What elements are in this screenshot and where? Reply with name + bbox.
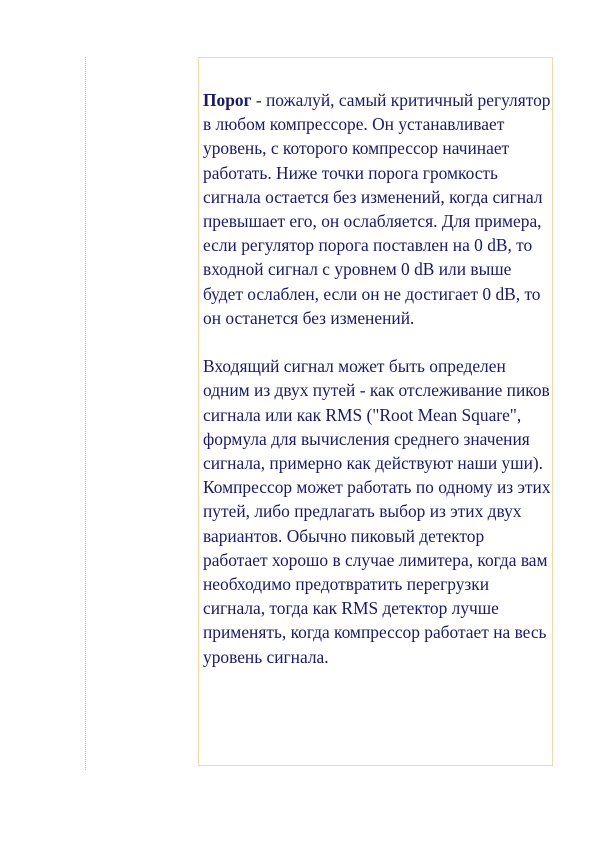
paragraph-threshold-text: - пожалуй, самый критичный регулятор в любом компрессоре. Он устанавливает уровень, с которого компрессор начинает работать. Ниже точки порога громкость сигнала остается без изменений, когда сигнал превышает его, он ослабляется. Для примера, если регулятор порога поставлен на 0 dB, то входной сигнал с уровнем 0 dB или выше будет ослаблен, если он не достигает 0 dB, то он останется без изменений. <box>203 90 551 328</box>
paragraph-detection: Входящий сигнал может быть определен одним из двух путей - как отслеживание пиков сигнала или как RMS ("Root Mean Square", формула для вычисления среднего значения сигнала, примерно как действуют наши уши). Компрессор может работать по одному из этих путей, либо предлагать выбор из этих двух вариантов. Обычно пиковый детектор работает хорошо в случае лимитера, когда вам необходимо предотвратить перегрузки сигнала, тогда как RMS детектор лучше применять, когда компрессор работает на весь уровень сигнала. <box>203 356 551 667</box>
article-body <box>203 88 551 669</box>
left-dotted-rule <box>85 57 86 770</box>
paragraph-threshold <box>203 88 551 330</box>
term-threshold: Порог <box>203 90 252 110</box>
